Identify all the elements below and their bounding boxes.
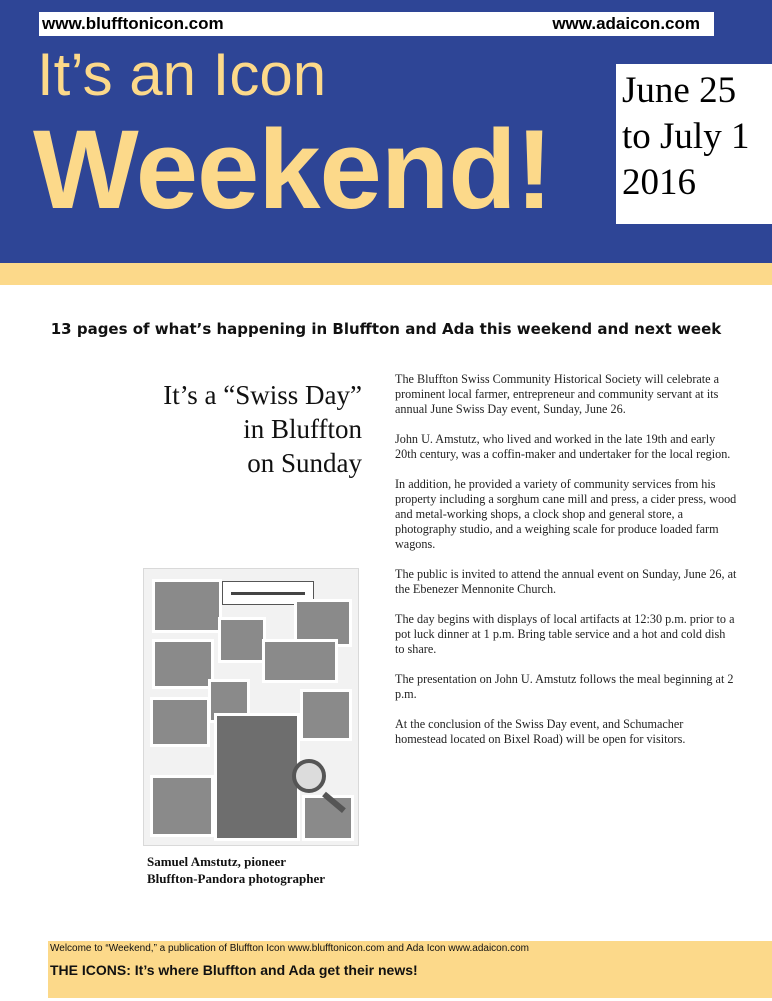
magnifying-glass-icon [292, 759, 326, 793]
article-paragraph: In addition, he provided a variety of community services from his property including a sorghum cane mill and press, a cider press, wood and metal-working shops, a clock shop and general store, a photography studio, and a weighing scale for produce loaded farm wagons. [395, 477, 737, 551]
photo-thumbnail [150, 697, 210, 747]
photo-thumbnail [152, 639, 214, 689]
photo-thumbnail [150, 775, 214, 837]
photo-main-portrait [214, 713, 300, 841]
bluffton-url-link[interactable]: www.blufftonicon.com [42, 14, 224, 33]
photo-thumbnail [152, 579, 222, 633]
photo-collage [143, 568, 359, 846]
photo-thumbnail [300, 689, 352, 741]
footer-welcome-text: Welcome to “Weekend,” a publication of Bluffton Icon www.blufftonicon.com and Ada Icon www.adaicon.com [50, 943, 529, 954]
footer-banner [48, 941, 772, 998]
ada-url-link[interactable]: www.adaicon.com [552, 14, 700, 33]
masthead [0, 0, 772, 263]
tagline: 13 pages of what’s happening in Bluffton and Ada this weekend and next week [50, 320, 722, 338]
article-paragraph: The Bluffton Swiss Community Historical Society will celebrate a prominent local farmer, entrepreneur and community servant at its annual June Swiss Day event, Sunday, June 26. [395, 372, 720, 416]
article-body [395, 372, 737, 762]
date-line: 2016 [622, 162, 696, 203]
article-paragraph: At the conclusion of the Swiss Day event, and Schumacher homestead located on Bixel Road) will be open for visitors. [395, 717, 686, 746]
masthead-title-line1: It’s an Icon [37, 41, 327, 108]
photo-caption [147, 853, 367, 887]
caption-line: Samuel Amstutz, pioneer [147, 854, 287, 869]
headline-line: on Sunday [247, 448, 362, 478]
article-paragraph: The public is invited to attend the annual event on Sunday, June 26, at the Ebenezer Mennonite Church. [395, 567, 737, 596]
headline-line: in Bluffton [243, 414, 362, 444]
footer-slogan: THE ICONS: It’s where Bluffton and Ada get their news! [50, 962, 418, 978]
article-headline [110, 378, 362, 480]
caption-line: Bluffton-Pandora photographer [147, 871, 326, 886]
article-paragraph: The presentation on John U. Amstutz follows the meal beginning at 2 p.m. [395, 672, 734, 701]
gold-divider [0, 263, 772, 285]
photo-thumbnail [262, 639, 338, 683]
photo-thumbnail [218, 617, 266, 663]
article-paragraph: John U. Amstutz, who lived and worked in the late 19th and early 20th century, was a coffin-maker and undertaker for the local region. [395, 432, 731, 461]
date-line: June 25 [622, 70, 737, 111]
headline-line: It’s a “Swiss Day” [163, 380, 362, 410]
masthead-title-line2: Weekend! [33, 107, 552, 232]
date-box [616, 64, 772, 224]
url-bar [39, 12, 714, 36]
article-paragraph: The day begins with displays of local artifacts at 12:30 p.m. prior to a pot luck dinner at 1 p.m. Bring table service and a hot and cold dish to share. [395, 612, 735, 656]
date-line: to July 1 [622, 116, 750, 157]
